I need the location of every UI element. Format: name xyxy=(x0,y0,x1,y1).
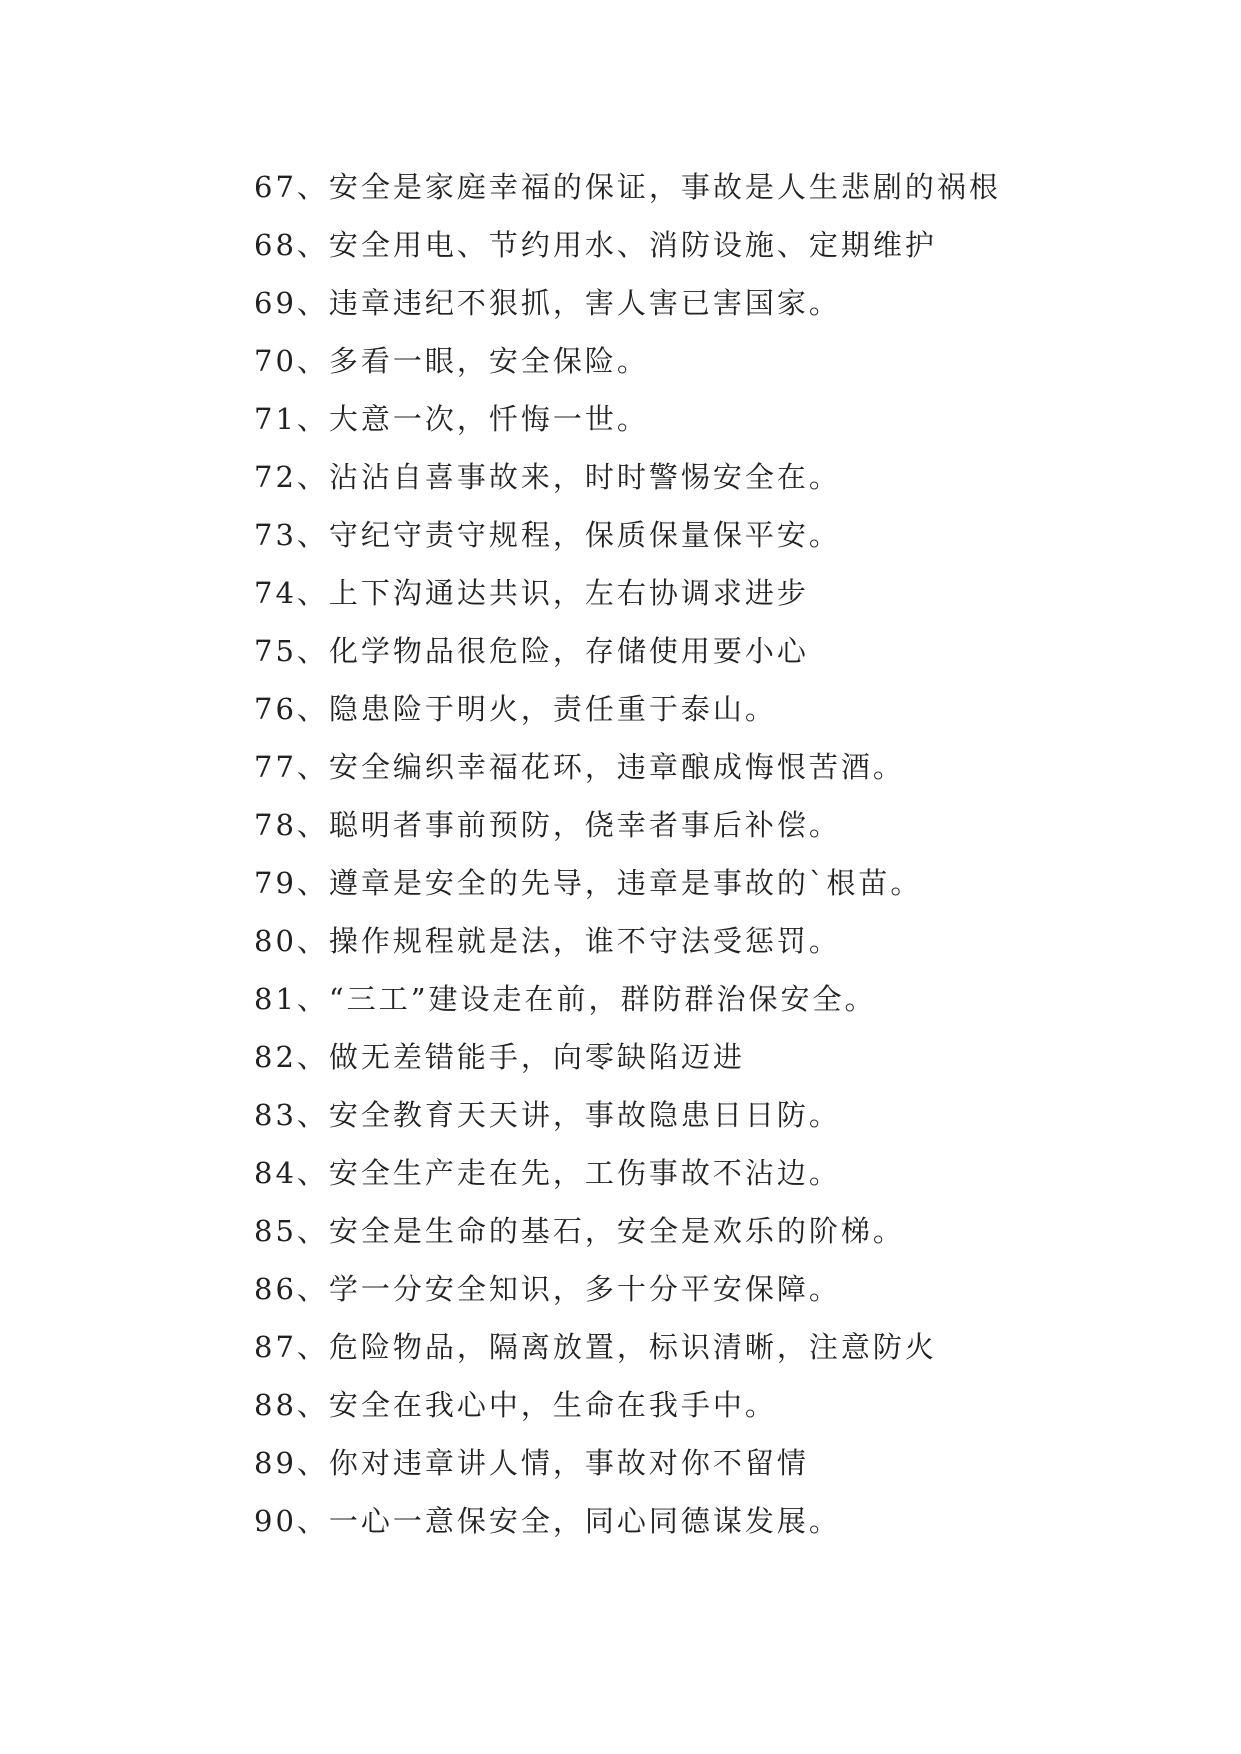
slogan-line: 85、安全是生命的基石，安全是欢乐的阶梯。 xyxy=(254,1214,905,1248)
slogan-line: 90、一心一意保安全，同心同德谋发展。 xyxy=(254,1504,841,1538)
slogan-list xyxy=(254,158,1001,1550)
slogan-line: 80、操作规程就是法，谁不守法受惩罚。 xyxy=(254,924,841,958)
slogan-line: 76、隐患险于明火，责任重于泰山。 xyxy=(254,692,777,726)
slogan-line: 74、上下沟通达共识，左右协调求进步 xyxy=(254,576,809,610)
slogan-line: 75、化学物品很危险，存储使用要小心 xyxy=(254,634,809,668)
slogan-line: 68、安全用电、节约用水、消防设施、定期维护 xyxy=(254,228,937,262)
slogan-line: 78、聪明者事前预防，侥幸者事后补偿。 xyxy=(254,808,841,842)
slogan-line: 71、大意一次，忏悔一世。 xyxy=(254,402,649,436)
slogan-line: 82、做无差错能手，向零缺陷迈进 xyxy=(254,1040,745,1074)
slogan-line: 70、多看一眼，安全保险。 xyxy=(254,344,649,378)
slogan-line: 79、遵章是安全的先导，违章是事故的`根苗。 xyxy=(254,866,923,900)
slogan-line: 72、沾沾自喜事故来，时时警惕安全在。 xyxy=(254,460,841,494)
slogan-line: 69、违章违纪不狠抓，害人害已害国家。 xyxy=(254,286,841,320)
slogan-line: 84、安全生产走在先，工伤事故不沾边。 xyxy=(254,1156,841,1190)
slogan-line: 73、守纪守责守规程，保质保量保平安。 xyxy=(254,518,841,552)
slogan-line: 88、安全在我心中，生命在我手中。 xyxy=(254,1388,777,1422)
slogan-line: 89、你对违章讲人情，事故对你不留情 xyxy=(254,1446,809,1480)
slogan-line: 67、安全是家庭幸福的保证，事故是人生悲剧的祸根 xyxy=(254,170,1001,204)
slogan-line: 81、“三工”建设走在前，群防群治保安全。 xyxy=(254,982,877,1016)
slogan-line: 87、危险物品，隔离放置，标识清晰，注意防火 xyxy=(254,1330,937,1364)
slogan-line: 83、安全教育天天讲，事故隐患日日防。 xyxy=(254,1098,841,1132)
slogan-line: 86、学一分安全知识，多十分平安保障。 xyxy=(254,1272,841,1306)
slogan-line: 77、安全编织幸福花环，违章酿成悔恨苦酒。 xyxy=(254,750,905,784)
